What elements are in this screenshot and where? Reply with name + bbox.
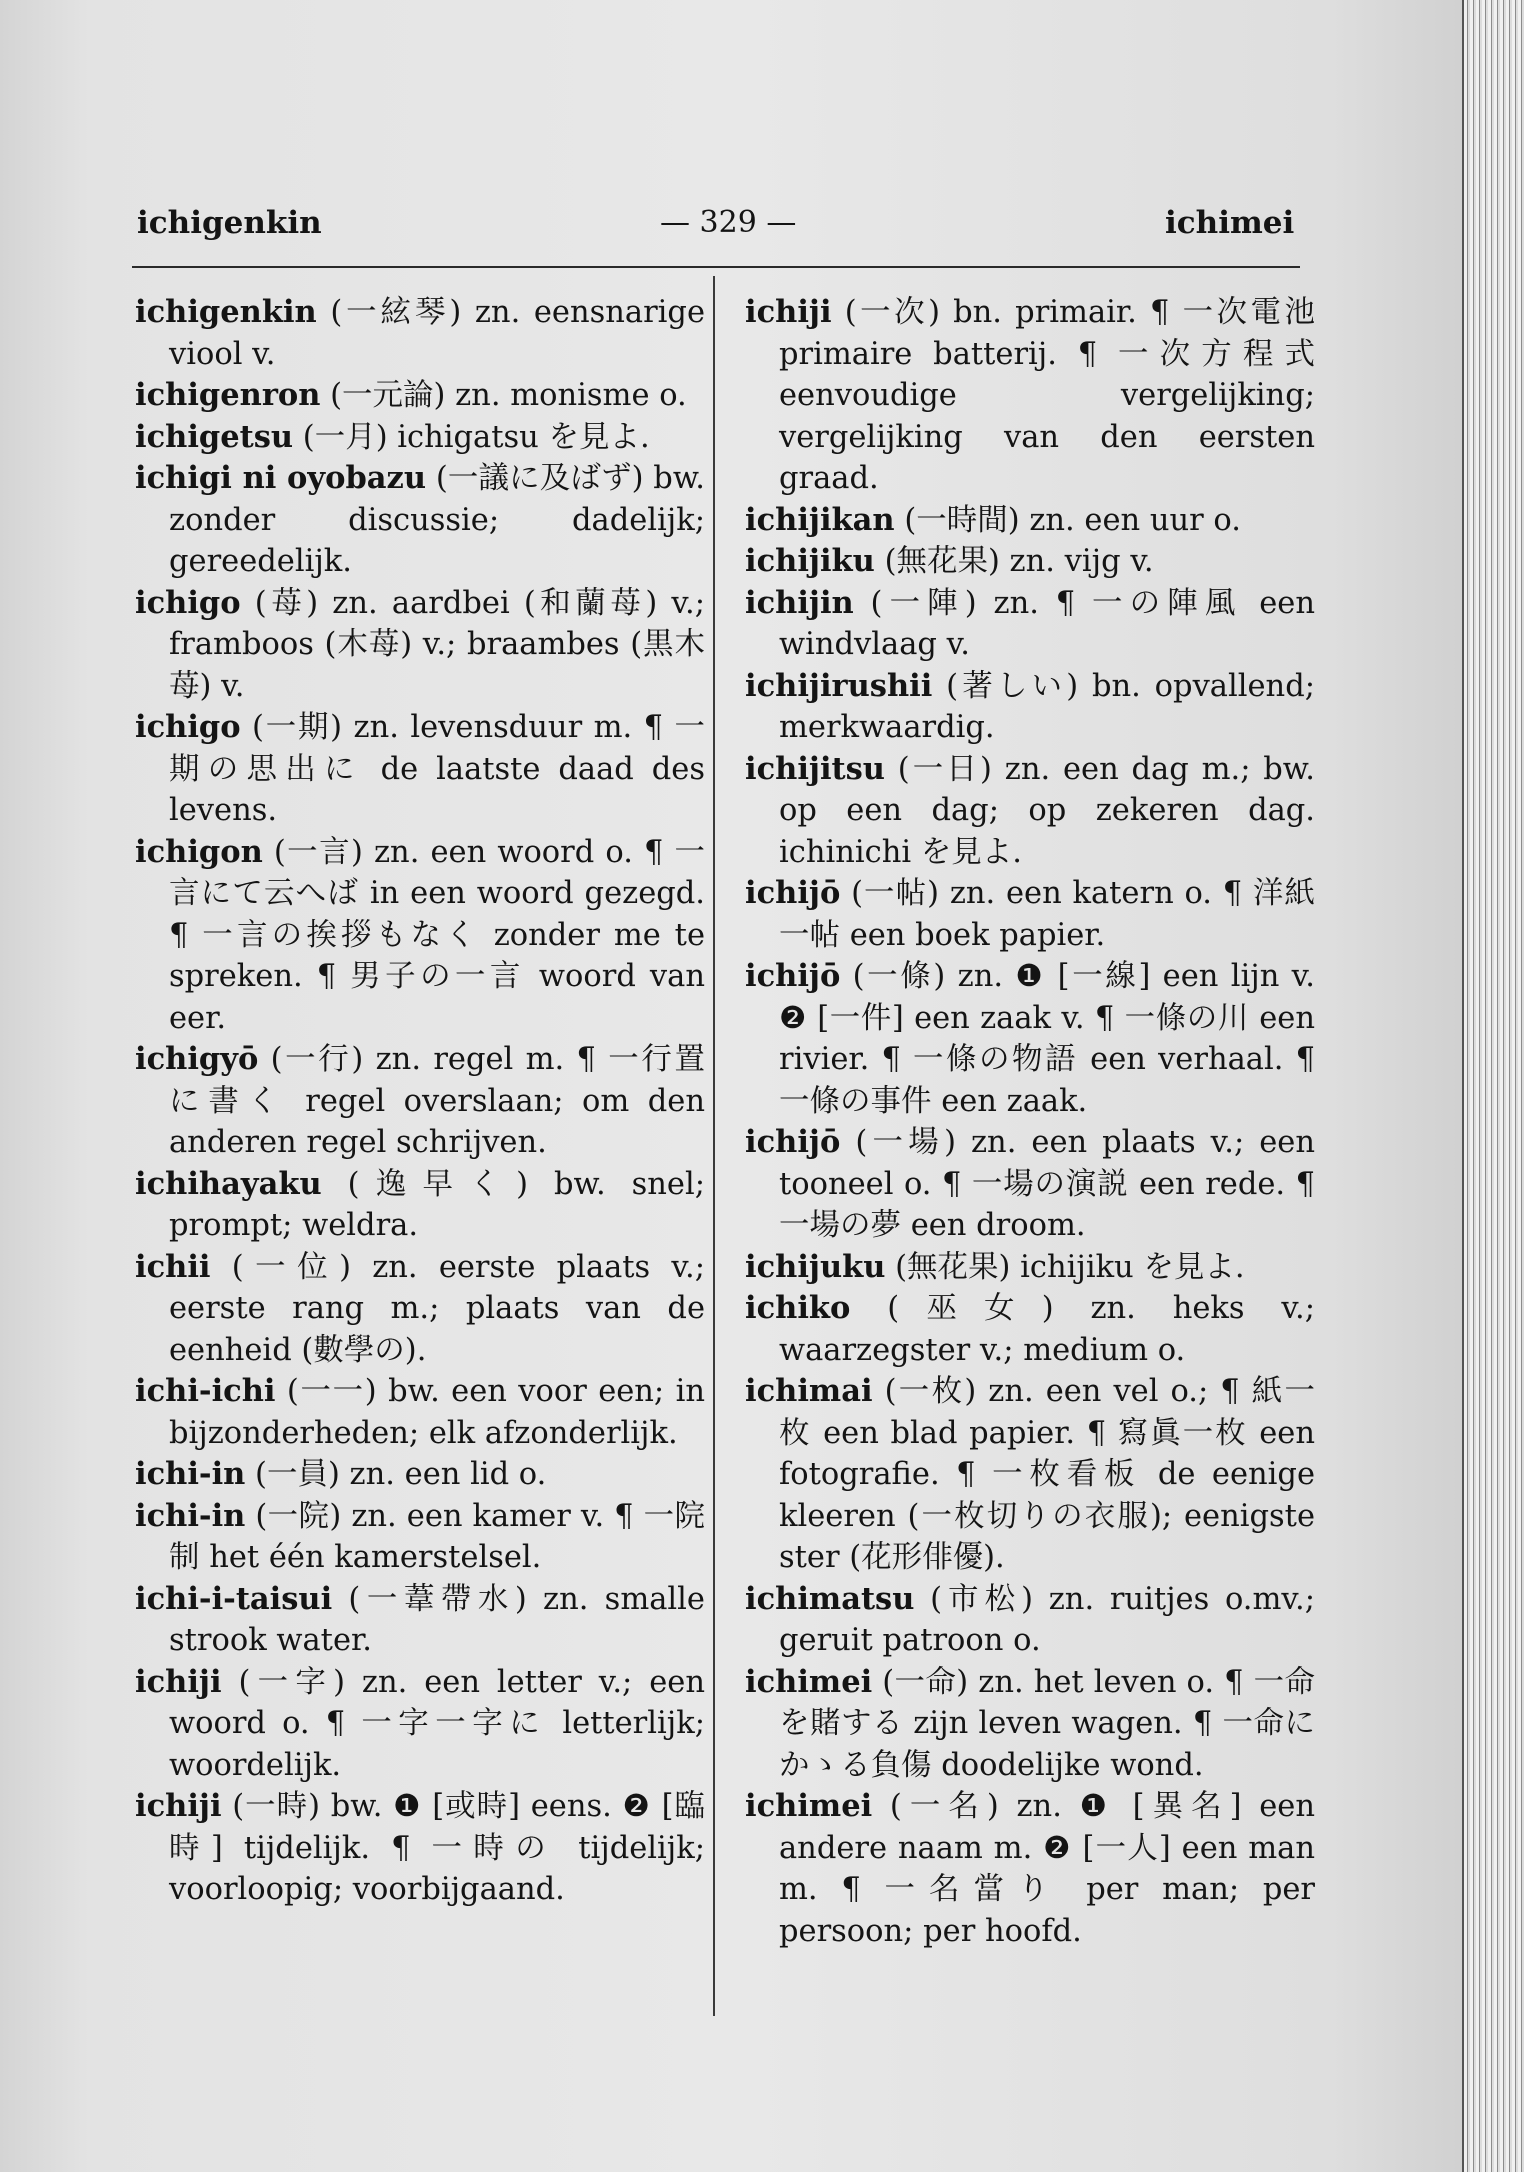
dictionary-entry: [135, 832, 705, 1040]
dictionary-entry: [135, 417, 705, 459]
dictionary-entry: [745, 292, 1315, 500]
definition: (一日) zn. een dag m.; bw. op een dag; op zekeren dag. ichinichi を見よ.: [779, 751, 1315, 870]
definition: (市松) zn. ruitjes o.mv.; geruit patroon o.: [779, 1581, 1315, 1658]
dictionary-entry: [745, 1786, 1315, 1952]
headword: ichijikan: [745, 501, 895, 538]
dictionary-entry: [135, 707, 705, 832]
dictionary-entry: [745, 1579, 1315, 1662]
definition: (一員) zn. een lid o.: [255, 1457, 547, 1492]
right-column: [745, 292, 1315, 1952]
dictionary-entry: [745, 956, 1315, 1122]
headword: ichi-i-taisui: [135, 1580, 333, 1617]
definition: (一時) bw. ❶ [或時] eens. ❷ [臨時] tijdelijk. ¶ 一時の tijdelijk; voorloopig; voorbijgaand.: [169, 1789, 705, 1907]
header-rule: [132, 266, 1300, 268]
dictionary-entry: [745, 1371, 1315, 1579]
dictionary-entry: [745, 873, 1315, 956]
definition: (無花果) zn. vijg v.: [884, 544, 1154, 579]
definition: (一元論) zn. monisme o.: [330, 378, 687, 413]
headword: ichimei: [745, 1788, 873, 1824]
headword: ichijin: [745, 584, 854, 621]
headword: ichi-in: [135, 1497, 246, 1534]
definition: (一絃琴) zn. eensnarige viool v.: [169, 295, 705, 372]
running-head-left: ichigenkin: [137, 205, 322, 241]
dictionary-entry: [135, 1039, 705, 1164]
headword: ichi-in: [135, 1456, 246, 1492]
headword: ichigenron: [135, 377, 321, 413]
headword: ichigo: [135, 709, 241, 745]
dictionary-entry: [135, 1164, 705, 1247]
dictionary-entry: [135, 458, 705, 583]
page-number: — 329 —: [660, 205, 797, 240]
headword: ichiji: [135, 1788, 222, 1824]
dictionary-entry: [745, 1122, 1315, 1247]
headword: ichiji: [135, 1663, 222, 1700]
dictionary-entry: [135, 1496, 705, 1579]
definition: (一時間) zn. een uur o.: [904, 502, 1241, 538]
definition: (一枚) zn. een vel o.; ¶ 紙一枚 een blad papier. ¶ 寫眞一枚 een fotografie. ¶ 一枚看板 de eenige kleeren (一枚切りの衣服); eenigste ster (花形俳優).: [779, 1374, 1316, 1575]
headword: ichiji: [745, 294, 832, 330]
headword: ichigyō: [135, 1041, 259, 1077]
headword: ichijō: [745, 875, 841, 911]
headword: ichii: [135, 1248, 211, 1285]
definition: (一葦帶水) zn. smalle strook water.: [169, 1581, 705, 1658]
dictionary-entry: [135, 1454, 705, 1496]
definition: (一行) zn. regel m. ¶ 一行置に書く regel overslaan; om den anderen regel schrijven.: [169, 1042, 705, 1160]
column-divider: [713, 276, 715, 2016]
definition: (一陣) zn. ¶ 一の陣風 een windvlaag v.: [779, 585, 1315, 662]
headword: ichigetsu: [135, 418, 294, 455]
headword: ichigi ni oyobazu: [135, 460, 427, 496]
definition: (一月) ichigatsu を見よ.: [302, 419, 650, 455]
definition: (一次) bn. primair. ¶ 一次電池 primaire batterij. ¶ 一次方程式 eenvoudige vergelijking; vergelijking van den eersten graad.: [779, 295, 1315, 496]
headword: ichijitsu: [745, 750, 885, 787]
definition: (一條) zn. ❶ [一線] een lijn v. ❷ [一件] een zaak v. ¶ 一條の川 een rivier. ¶ 一條の物語 een verhaal. ¶ 一條の事件 een zaak.: [779, 959, 1315, 1119]
book-page-edges: [1462, 0, 1524, 2172]
headword: ichimatsu: [745, 1580, 915, 1617]
dictionary-entry: [135, 1247, 705, 1372]
headword: ichiko: [745, 1290, 851, 1326]
headword: ichimei: [745, 1663, 873, 1700]
definition: (一期) zn. levensduur m. ¶ 一期の思出に de laatste daad des levens.: [169, 710, 705, 828]
dictionary-entry: [135, 1371, 705, 1454]
definition: (一一) bw. een voor een; in bijzonderheden; elk afzonderlijk.: [169, 1374, 705, 1451]
dictionary-entry: [745, 749, 1315, 874]
definition: (無花果) ichijiku を見よ.: [895, 1249, 1245, 1285]
dictionary-entry: [745, 1288, 1315, 1371]
definition: (一名) zn. ❶ [異名] een andere naam m. ❷ [一人] een man m. ¶ 一名當り per man; per persoon; per hoofd.: [779, 1789, 1315, 1949]
dictionary-entry: [135, 1579, 705, 1662]
dictionary-entry: [135, 1662, 705, 1787]
headword: ichijiku: [745, 543, 875, 579]
headword: ichi-ichi: [135, 1373, 276, 1409]
definition: (一院) zn. een kamer v. ¶ 一院制 het één kamerstelsel.: [169, 1498, 705, 1575]
definition: (一位) zn. eerste plaats v.; eerste rang m.; plaats van de eenheid (數學の).: [169, 1249, 705, 1368]
dictionary-entry: [135, 583, 705, 708]
definition: (巫女) zn. heks v.; waarzegster v.; medium o.: [779, 1291, 1315, 1368]
dictionary-entry: [135, 375, 705, 417]
headword: ichijō: [745, 1124, 841, 1160]
headword: ichigenkin: [135, 294, 317, 330]
dictionary-entry: [745, 541, 1315, 583]
dictionary-entry: [135, 1786, 705, 1911]
dictionary-entry: [135, 292, 705, 375]
dictionary-entry: [745, 666, 1315, 749]
headword: ichihayaku: [135, 1165, 322, 1202]
definition: (著しい) bn. opvallend; merkwaardig.: [779, 668, 1315, 745]
definition: (一字) zn. een letter v.; een woord o. ¶ 一字一字に letterlijk; woordelijk.: [169, 1664, 706, 1783]
definition: (一帖) zn. een katern o. ¶ 洋紙一帖 een boek papier.: [779, 876, 1315, 953]
dictionary-entry: [745, 500, 1315, 542]
definition: (一命) zn. het leven o. ¶ 一命を賭する zijn leven wagen. ¶ 一命にかゝる負傷 doodelijke wond.: [779, 1664, 1315, 1783]
definition: (一議に及ばず) bw. zonder discussie; dadelijk; gereedelijk.: [169, 461, 705, 579]
running-head-right: ichimei: [1165, 205, 1295, 241]
dictionary-entry: [745, 1247, 1315, 1289]
dictionary-entry: [745, 583, 1315, 666]
left-column: [135, 292, 705, 1911]
headword: ichijirushii: [745, 667, 933, 704]
headword: ichijuku: [745, 1248, 886, 1285]
dictionary-entry: [745, 1662, 1315, 1787]
definition: (逸早く) bw. snel; prompt; weldra.: [169, 1166, 705, 1243]
headword: ichigon: [135, 833, 263, 870]
headword: ichijō: [745, 958, 841, 994]
definition: (一言) zn. een woord o. ¶ 一言にて云へば in een woord gezegd. ¶ 一言の挨拶もなく zonder me te spreken. ¶ 男子の一言 woord van eer.: [169, 834, 705, 1036]
definition: (一場) zn. een plaats v.; een tooneel o. ¶ 一場の演説 een rede. ¶ 一場の夢 een droom.: [779, 1125, 1315, 1243]
headword: ichigo: [135, 584, 241, 621]
definition: (苺) zn. aardbei (和蘭苺) v.; framboos (木苺) v.; braambes (黒木苺) v.: [169, 585, 705, 704]
headword: ichimai: [745, 1373, 873, 1409]
